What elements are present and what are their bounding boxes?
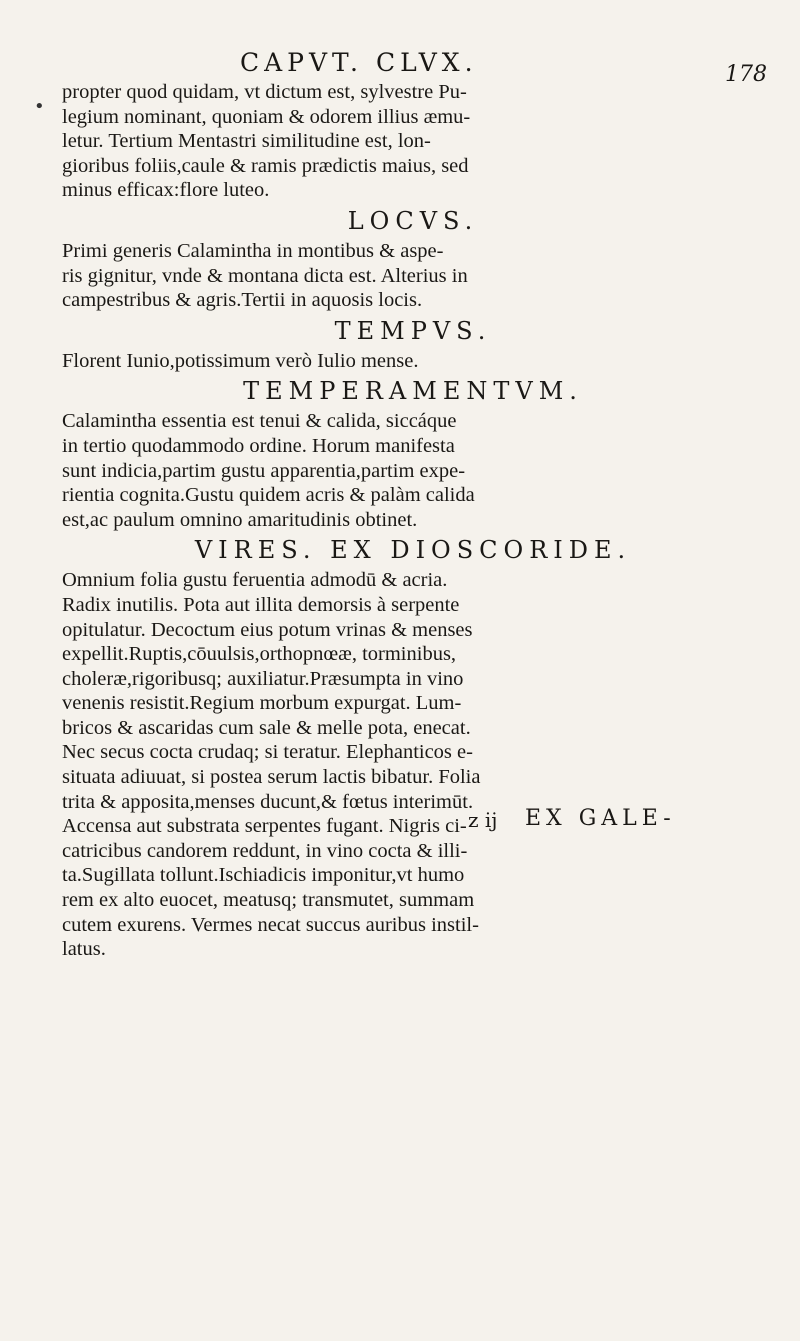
- running-head: CAPVT. CLVX.: [240, 48, 478, 77]
- text-line: est,ac paulum omnino amaritudinis obtinet.: [62, 508, 418, 531]
- text-line: legium nominant, quoniam & odorem illius æmu-: [62, 105, 471, 128]
- text-line: ta.Sugillata tollunt.Ischiadicis imponitur,vt humo: [62, 864, 465, 887]
- text-line: bricos & ascaridas cum sale & melle pota, enecat.: [62, 716, 471, 739]
- text-line: opitulatur. Decoctum eius potum vrinas & menses: [62, 618, 473, 641]
- signature-mark: z ij: [468, 808, 498, 832]
- paragraph: [62, 349, 764, 374]
- text-line: Omnium folia gustu feruentia admodū & acria.: [62, 569, 448, 592]
- text-line: choleræ,rigoribusq; auxiliatur.Præsumpta in vino: [62, 667, 464, 690]
- text-line: trita & apposita,menses ducunt,& fœtus interimūt.: [62, 790, 474, 813]
- paragraph: [62, 239, 764, 313]
- text-line: catricibus candorem reddunt, in vino cocta & illi-: [62, 839, 468, 862]
- section-heading: TEMPERAMENTVM.: [243, 377, 583, 406]
- text-line: cutem exurens. Vermes necat succus auribus instil-: [62, 913, 479, 936]
- text-line: rem ex alto euocet, meatusq; transmutet, summam: [62, 889, 475, 912]
- text-line: expellit.Ruptis,cōuulsis,orthopnœæ, torminibus,: [62, 643, 457, 666]
- text-line: gioribus foliis,caule & ramis prædictis maius, sed: [62, 154, 469, 177]
- text-line: Florent Iunio,potissimum verò Iulio mense.: [62, 349, 419, 372]
- text-line: minus efficax:flore luteo.: [62, 179, 270, 202]
- text-line: letur. Tertium Mentastri similitudine est, lon-: [62, 130, 431, 153]
- paragraph: [62, 568, 764, 962]
- text-line: propter quod quidam, vt dictum est, sylvestre Pu-: [62, 81, 467, 103]
- section-heading: VIRES. EX DIOSCORIDE.: [194, 536, 632, 565]
- section-heading: TEMPVS.: [334, 316, 492, 345]
- text-line: campestribus & agris.Tertii in aquosis locis.: [62, 289, 423, 312]
- text-line: in tertio quodammodo ordine. Horum manifesta: [62, 434, 455, 457]
- section-heading: LOCVS.: [347, 206, 479, 235]
- text-line: venenis resistit.Regium morbum expurgat. Lum-: [62, 692, 462, 715]
- text-line: rientia cognita.Gustu quidem acris & palàm calida: [62, 484, 475, 507]
- text-line: Accensa aut substrata serpentes fugant. Nigris ci-: [62, 815, 467, 838]
- text-line: Calamintha essentia est tenui & calida, siccáque: [62, 410, 457, 433]
- text-line: latus.: [62, 938, 106, 961]
- text-line: ris gignitur, vnde & montana dicta est. Alterius in: [62, 264, 468, 287]
- text-line: Radix inutilis. Pota aut illita demorsis à serpente: [62, 593, 460, 616]
- text-line: Primi generis Calamintha in montibus & aspe-: [62, 239, 444, 262]
- page-number: 178: [725, 62, 767, 87]
- text-line: Nec secus cocta crudaq; si teratur. Elephanticos e-: [62, 741, 473, 764]
- paragraph: [62, 409, 764, 532]
- paragraph: [62, 80, 764, 203]
- text-line: situata adiuuat, si postea serum lactis bibatur. Folia: [62, 766, 481, 789]
- text-line: sunt indicia,partim gustu apparentia,partim expe-: [62, 459, 466, 482]
- catchword: EX GALE-: [525, 806, 676, 831]
- margin-mark: •: [34, 96, 45, 117]
